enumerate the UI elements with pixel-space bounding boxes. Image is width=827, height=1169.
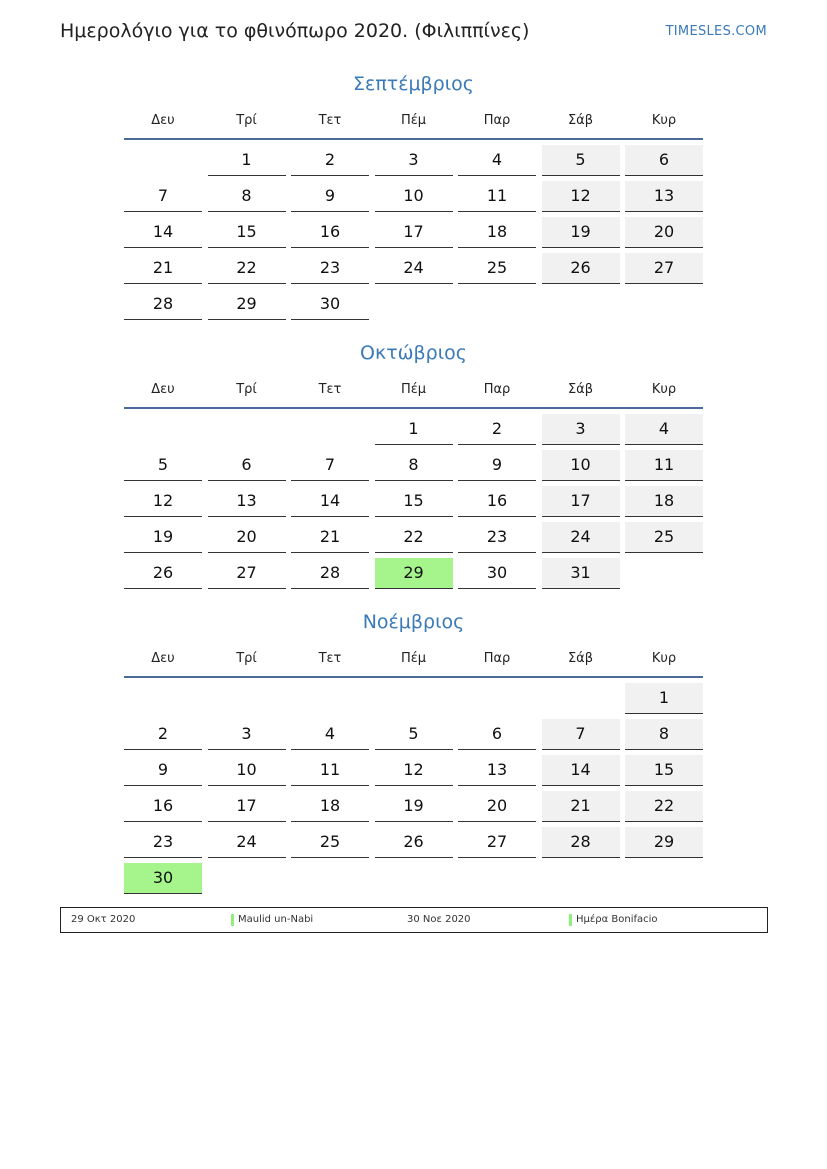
empty-day-cell (208, 683, 286, 713)
day-cell[interactable]: 27 (208, 558, 286, 589)
empty-day-cell (625, 289, 703, 319)
day-cell[interactable]: 23 (458, 522, 536, 553)
weekday-label: Σάβ (567, 651, 594, 666)
day-cell[interactable]: 16 (124, 791, 202, 822)
day-grid (124, 414, 703, 589)
weekday-label: Τρί (236, 651, 257, 666)
day-cell[interactable]: 9 (291, 181, 369, 212)
legend-name-2: Ημέρα Bonifacio (576, 914, 658, 925)
day-cell[interactable]: 22 (208, 253, 286, 284)
weekday-label: Πέμ (400, 651, 427, 666)
weekday-header-row (124, 379, 703, 409)
day-cell[interactable]: 24 (542, 522, 620, 553)
day-cell[interactable]: 15 (208, 217, 286, 248)
empty-day-cell (375, 683, 453, 713)
empty-day-cell (291, 863, 369, 893)
day-cell[interactable]: 8 (625, 719, 703, 750)
day-cell[interactable]: 16 (291, 217, 369, 248)
day-cell[interactable]: 7 (291, 450, 369, 481)
weekday-label: Παρ (483, 113, 511, 128)
day-cell[interactable]: 26 (124, 558, 202, 589)
empty-day-cell (291, 683, 369, 713)
day-cell[interactable]: 19 (375, 791, 453, 822)
empty-day-cell (124, 683, 202, 713)
day-cell[interactable]: 18 (458, 217, 536, 248)
legend-name-1: Maulid un-Nabi (238, 914, 314, 925)
legend-color-marker (569, 914, 572, 926)
weekday-label: Κυρ (651, 651, 677, 666)
legend-date-1: 29 Οκτ 2020 (71, 914, 136, 925)
day-cell[interactable]: 8 (375, 450, 453, 481)
weekday-label: Τετ (318, 113, 342, 128)
weekday-label: Κυρ (651, 382, 677, 397)
empty-day-cell (458, 863, 536, 893)
weekday-header-row (124, 110, 703, 140)
day-cell[interactable]: 17 (375, 217, 453, 248)
holiday-day-cell[interactable]: 30 (124, 863, 202, 894)
day-cell[interactable]: 4 (458, 145, 536, 176)
month-calendar (124, 608, 703, 894)
day-cell[interactable]: 28 (291, 558, 369, 589)
day-cell[interactable]: 13 (208, 486, 286, 517)
day-cell[interactable]: 5 (542, 145, 620, 176)
day-cell[interactable]: 30 (458, 558, 536, 589)
day-cell[interactable]: 21 (124, 253, 202, 284)
empty-day-cell (625, 863, 703, 893)
day-cell[interactable]: 20 (625, 217, 703, 248)
day-cell[interactable]: 30 (291, 289, 369, 320)
day-cell[interactable]: 2 (458, 414, 536, 445)
weekday-label: Πέμ (400, 113, 427, 128)
day-cell[interactable]: 14 (542, 755, 620, 786)
day-cell[interactable]: 26 (542, 253, 620, 284)
day-cell[interactable]: 23 (291, 253, 369, 284)
day-cell[interactable]: 12 (375, 755, 453, 786)
day-cell[interactable]: 11 (625, 450, 703, 481)
empty-day-cell (542, 863, 620, 893)
weekday-label: Τετ (318, 382, 342, 397)
day-cell[interactable]: 22 (375, 522, 453, 553)
weekday-label: Πέμ (400, 382, 427, 397)
day-cell[interactable]: 9 (124, 755, 202, 786)
empty-day-cell (208, 414, 286, 444)
day-cell[interactable]: 19 (542, 217, 620, 248)
day-cell[interactable]: 3 (208, 719, 286, 750)
month-title: Σεπτέμβριος (353, 73, 474, 95)
day-cell[interactable]: 6 (625, 145, 703, 176)
day-cell[interactable]: 29 (208, 289, 286, 320)
empty-day-cell (542, 683, 620, 713)
day-cell[interactable]: 11 (458, 181, 536, 212)
holiday-day-cell[interactable]: 29 (375, 558, 453, 589)
weekday-label: Παρ (483, 651, 511, 666)
brand-logo-text[interactable]: TIMESLES.COM (665, 24, 767, 39)
day-cell[interactable]: 12 (542, 181, 620, 212)
day-cell[interactable]: 25 (458, 253, 536, 284)
weekday-header-row (124, 648, 703, 678)
day-cell[interactable]: 15 (625, 755, 703, 786)
day-cell[interactable]: 2 (291, 145, 369, 176)
day-cell[interactable]: 13 (458, 755, 536, 786)
day-cell[interactable]: 31 (542, 558, 620, 589)
day-cell[interactable]: 1 (625, 683, 703, 714)
day-cell[interactable]: 4 (291, 719, 369, 750)
weekday-label: Τρί (236, 113, 257, 128)
day-cell[interactable]: 27 (458, 827, 536, 858)
empty-day-cell (458, 289, 536, 319)
empty-day-cell (458, 683, 536, 713)
day-cell[interactable]: 6 (208, 450, 286, 481)
day-cell[interactable]: 16 (458, 486, 536, 517)
day-grid (124, 683, 703, 894)
day-cell[interactable]: 24 (208, 827, 286, 858)
month-title: Νοέμβριος (362, 611, 465, 633)
legend-date-2: 30 Νοε 2020 (407, 914, 471, 925)
day-cell[interactable]: 22 (625, 791, 703, 822)
day-cell[interactable]: 26 (375, 827, 453, 858)
day-cell[interactable]: 28 (542, 827, 620, 858)
day-cell[interactable]: 27 (625, 253, 703, 284)
empty-day-cell (375, 289, 453, 319)
page-title: Ημερολόγιο για το φθινόπωρο 2020. (Φιλιππίνες) (60, 20, 530, 42)
day-cell[interactable]: 18 (291, 791, 369, 822)
day-cell[interactable]: 1 (375, 414, 453, 445)
day-cell[interactable]: 10 (542, 450, 620, 481)
day-cell[interactable]: 7 (124, 181, 202, 212)
day-cell[interactable]: 11 (291, 755, 369, 786)
empty-day-cell (625, 558, 703, 588)
day-cell[interactable]: 4 (625, 414, 703, 445)
day-cell[interactable]: 1 (208, 145, 286, 176)
day-cell[interactable]: 10 (208, 755, 286, 786)
day-cell[interactable]: 12 (124, 486, 202, 517)
day-cell[interactable]: 17 (542, 486, 620, 517)
day-cell[interactable]: 5 (124, 450, 202, 481)
day-cell[interactable]: 6 (458, 719, 536, 750)
day-cell[interactable]: 13 (625, 181, 703, 212)
empty-day-cell (542, 289, 620, 319)
empty-day-cell (124, 414, 202, 444)
day-cell[interactable]: 21 (291, 522, 369, 553)
day-cell[interactable]: 23 (124, 827, 202, 858)
weekday-label: Σάβ (567, 113, 594, 128)
day-cell[interactable]: 28 (124, 289, 202, 320)
weekday-label: Παρ (483, 382, 511, 397)
day-cell[interactable]: 17 (208, 791, 286, 822)
weekday-label: Τετ (318, 651, 342, 666)
day-cell[interactable]: 25 (625, 522, 703, 553)
legend-color-marker (231, 914, 234, 926)
holiday-legend (60, 907, 768, 933)
day-cell[interactable]: 9 (458, 450, 536, 481)
weekday-label: Δευ (151, 382, 175, 397)
weekday-label: Δευ (151, 651, 175, 666)
empty-day-cell (124, 145, 202, 175)
empty-day-cell (375, 863, 453, 893)
day-cell[interactable]: 19 (124, 522, 202, 553)
day-cell[interactable]: 10 (375, 181, 453, 212)
day-cell[interactable]: 8 (208, 181, 286, 212)
month-calendar (124, 339, 703, 589)
day-cell[interactable]: 7 (542, 719, 620, 750)
month-calendar (124, 70, 703, 320)
day-grid (124, 145, 703, 320)
empty-day-cell (208, 863, 286, 893)
weekday-label: Κυρ (651, 113, 677, 128)
day-cell[interactable]: 14 (291, 486, 369, 517)
day-cell[interactable]: 20 (208, 522, 286, 553)
day-cell[interactable]: 25 (291, 827, 369, 858)
day-cell[interactable]: 14 (124, 217, 202, 248)
month-title: Οκτώβριος (360, 342, 467, 364)
weekday-label: Σάβ (567, 382, 594, 397)
day-cell[interactable]: 20 (458, 791, 536, 822)
day-cell[interactable]: 29 (625, 827, 703, 858)
day-cell[interactable]: 5 (375, 719, 453, 750)
day-cell[interactable]: 18 (625, 486, 703, 517)
day-cell[interactable]: 24 (375, 253, 453, 284)
weekday-label: Δευ (151, 113, 175, 128)
day-cell[interactable]: 3 (542, 414, 620, 445)
day-cell[interactable]: 21 (542, 791, 620, 822)
empty-day-cell (291, 414, 369, 444)
day-cell[interactable]: 15 (375, 486, 453, 517)
day-cell[interactable]: 3 (375, 145, 453, 176)
day-cell[interactable]: 2 (124, 719, 202, 750)
weekday-label: Τρί (236, 382, 257, 397)
